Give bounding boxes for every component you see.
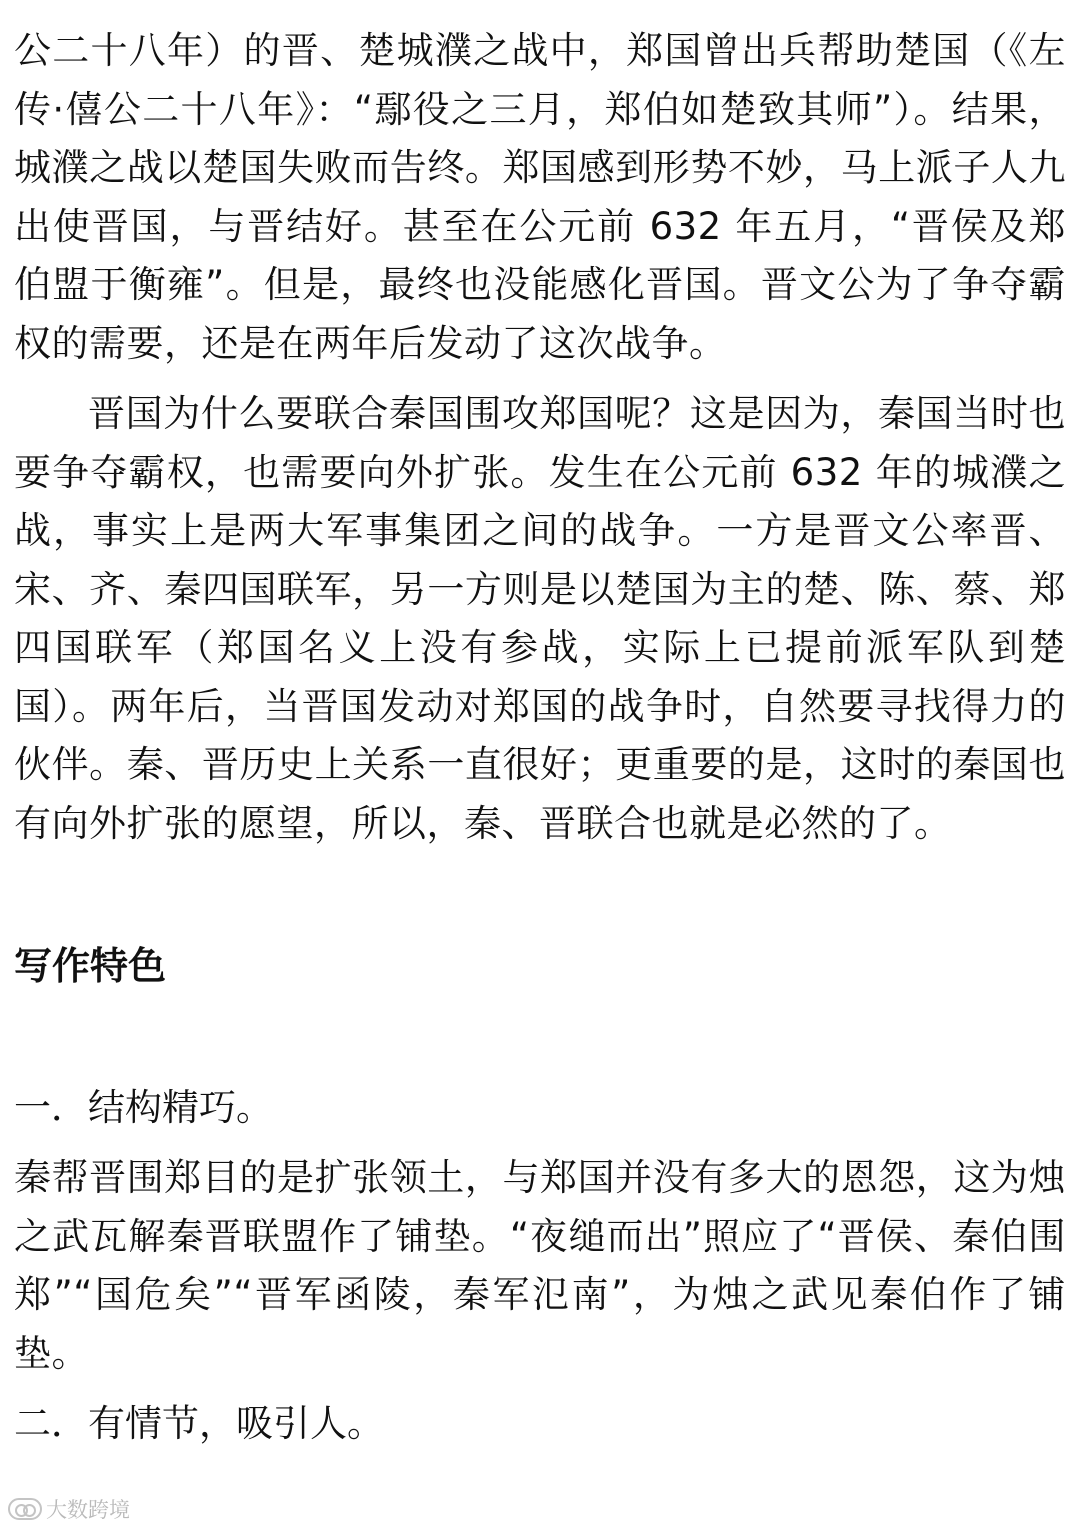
brand-logo-icon [8, 1498, 42, 1520]
spacer [14, 373, 1066, 385]
section-heading: 写作特色 [14, 944, 167, 988]
list-item-2-title: 二．有情节，吸引人。 [14, 1402, 384, 1445]
list-item-1-title: 一．结构精巧。 [14, 1086, 273, 1129]
spacer [14, 995, 1066, 1079]
document-body [14, 22, 1066, 1453]
watermark [8, 1494, 130, 1524]
paragraph-1: 公二十八年）的晋、楚城濮之战中，郑国曾出兵帮助楚国（《左传·僖公二十八年》：“鄢役之三月，郑伯如楚致其师”）。结果，城濮之战以楚国失败而告终。郑国感到形势不妙，马上派子人九出使晋国，与晋结好。甚至在公元前 632 年五月，“晋侯及郑伯盟于衡雍”。但是，最终也没能感化晋国。晋文公为了争夺霸权的需要，还是在两年后发动了这次战争。 [14, 29, 1066, 365]
paragraph-2: 晋国为什么要联合秦国围攻郑国呢？这是因为，秦国当时也要争夺霸权，也需要向外扩张。发生在公元前 632 年的城濮之战，事实上是两大军事集团之间的战争。一方是晋文公率晋、宋、齐、秦四国联军，另一方则是以楚国为主的楚、陈、蔡、郑四国联军（郑国名义上没有参战，实际上已提前派军队到楚国）。两年后，当晋国发动对郑国的战争时，自然要寻找得力的伙伴。秦、晋历史上关系一直很好；更重要的是，这时的秦国也有向外扩张的愿望，所以，秦、晋联合也就是必然的了。 [14, 392, 1066, 845]
spacer [14, 1383, 1066, 1395]
list-item-1-body: 秦帮晋围郑目的是扩张领土，与郑国并没有多大的恩怨，这为烛之武瓦解秦晋联盟作了铺垫。“夜缒而出”照应了“晋侯、秦伯围郑”“国危矣”“晋军函陵，秦军氾南”，为烛之武见秦伯作了铺垫。 [14, 1156, 1066, 1375]
watermark-text: 大数跨境 [46, 1498, 130, 1522]
spacer [14, 853, 1066, 937]
spacer [14, 1137, 1066, 1149]
